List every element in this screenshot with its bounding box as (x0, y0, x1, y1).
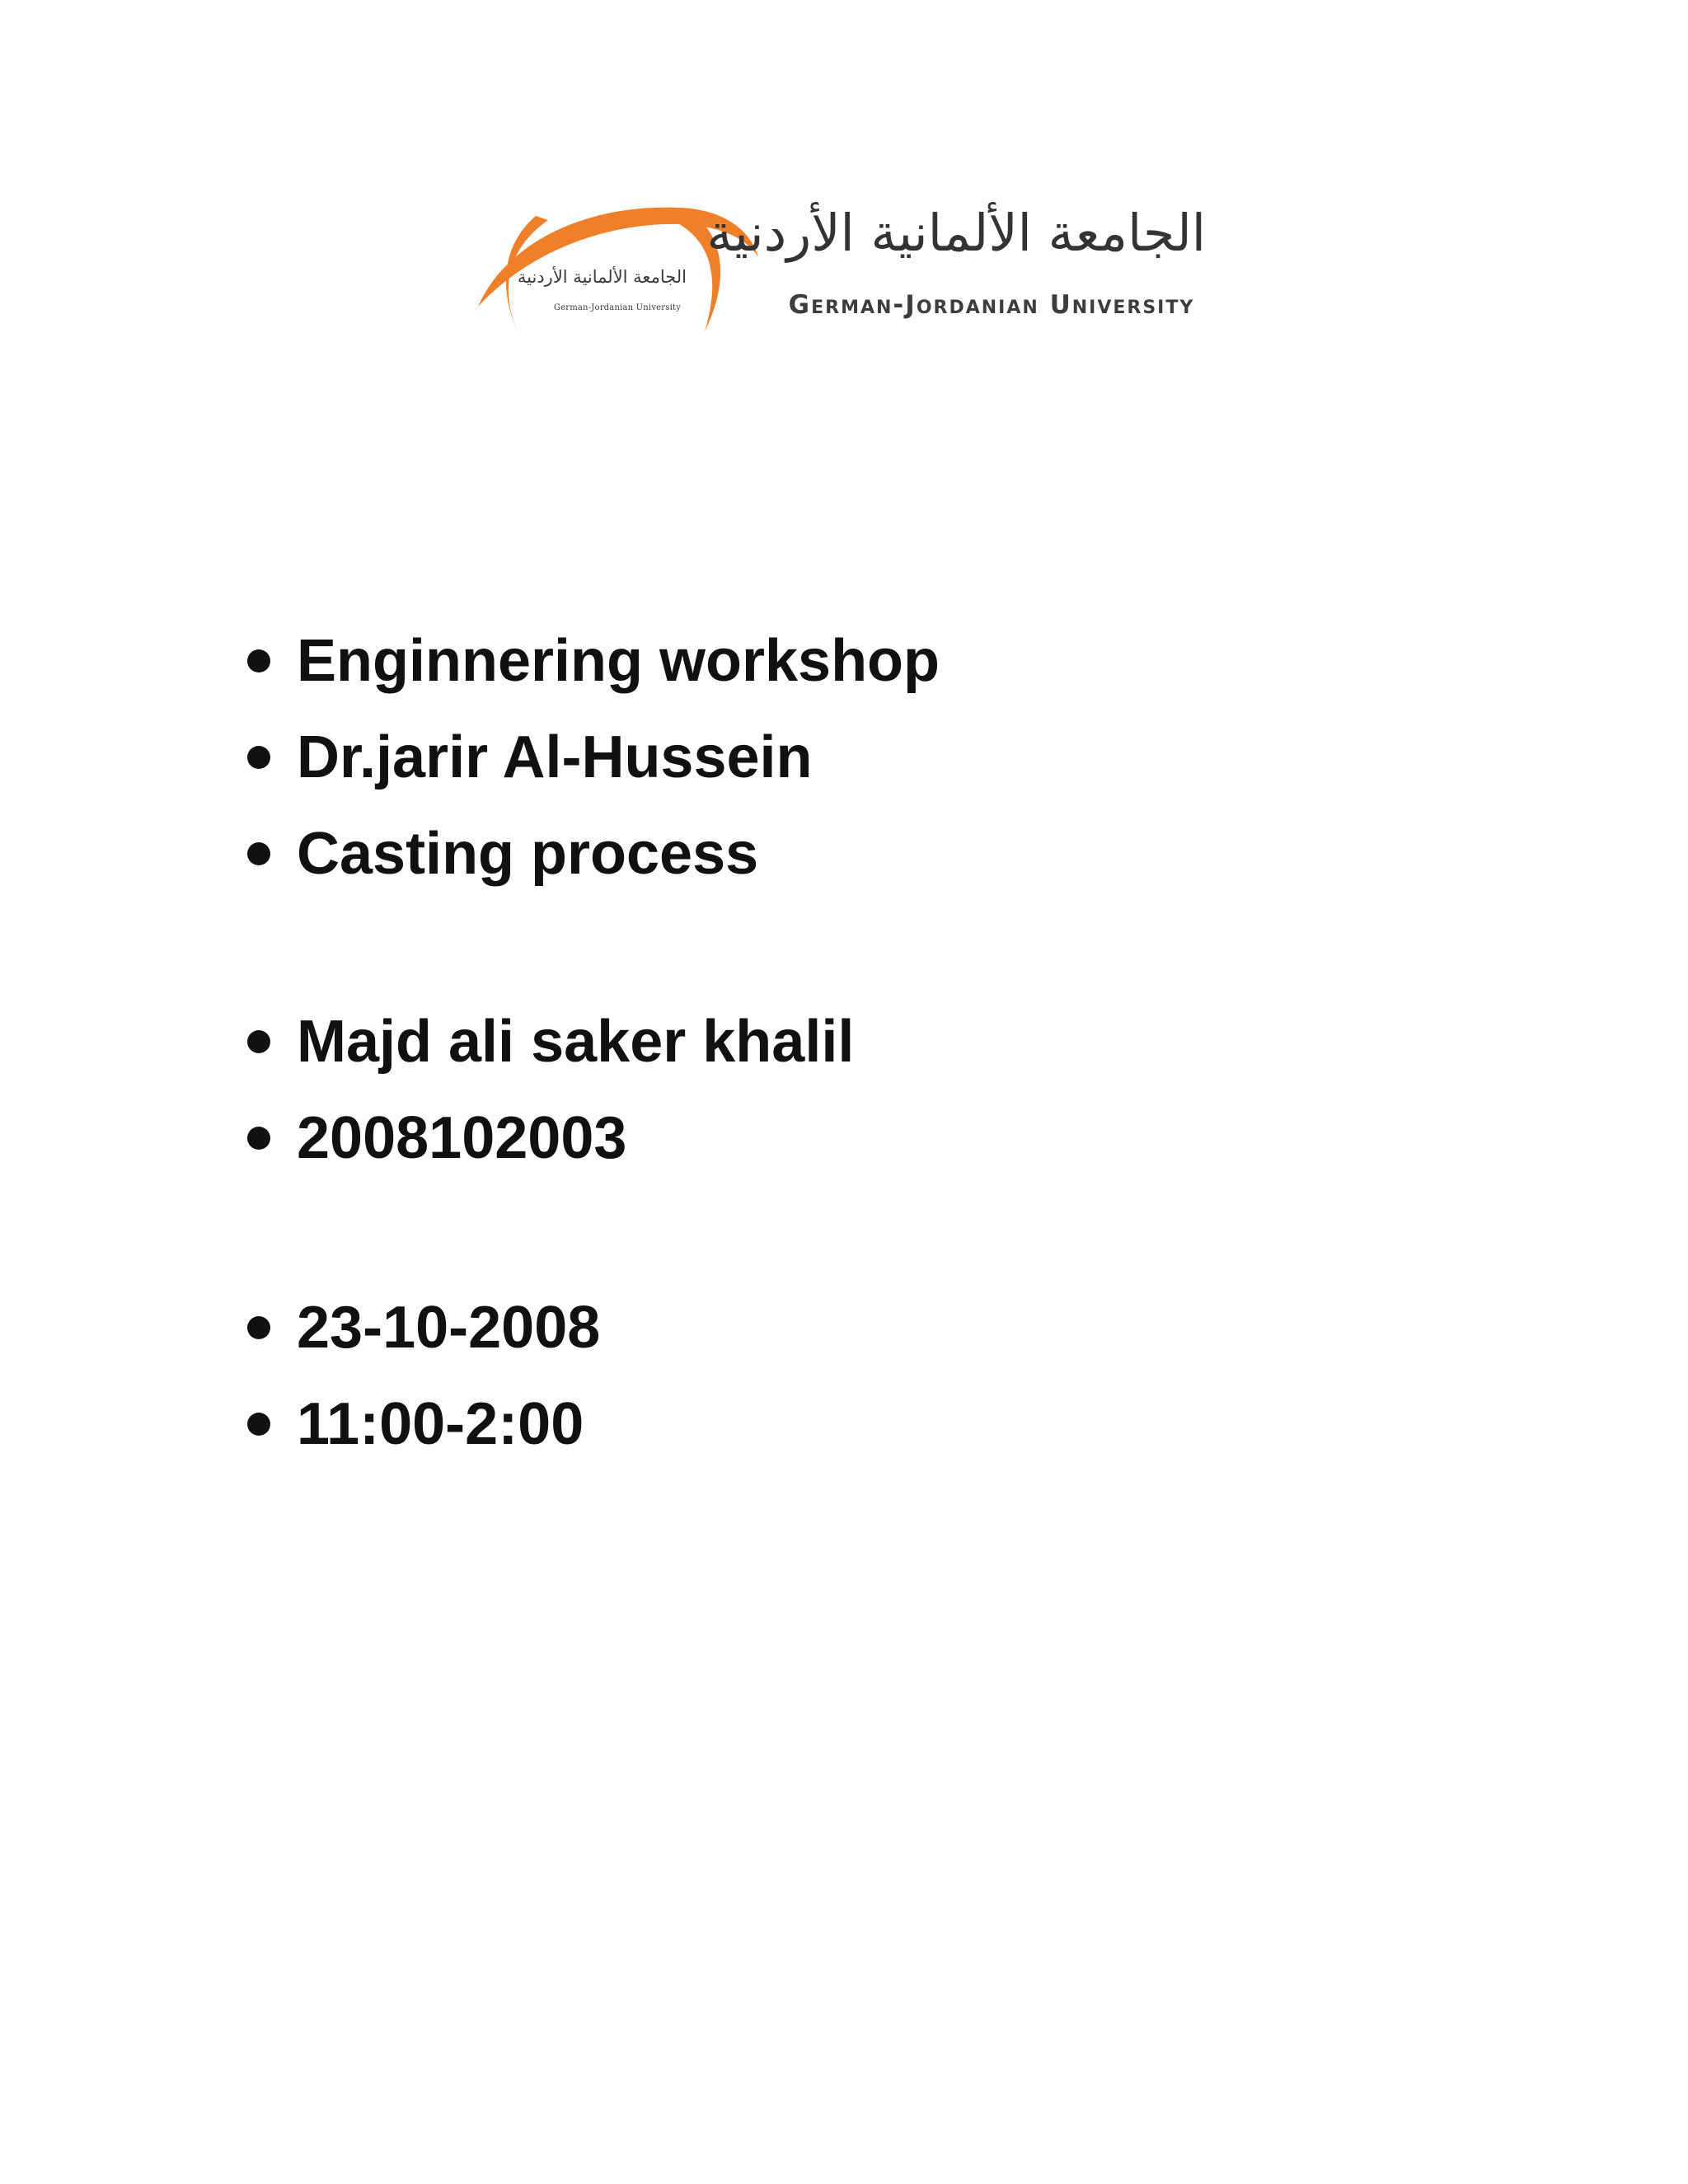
bullet-icon (247, 1030, 270, 1053)
list-item (247, 1291, 600, 1365)
list-item (247, 720, 813, 794)
bullet-icon (247, 1127, 270, 1150)
bullet-icon (247, 1316, 270, 1339)
instructor-name: Dr.jarir Al-Hussein (297, 724, 813, 790)
bullet-icon (247, 842, 270, 865)
student-id: 2008102003 (297, 1105, 627, 1171)
list-item (247, 817, 758, 891)
logo-arabic-name: الجامعة الألمانية الأردنية (706, 203, 1206, 263)
date: 23-10-2008 (297, 1295, 601, 1361)
time: 11:00-2:00 (297, 1391, 584, 1457)
emblem-arabic-text: الجامعة الألمانية الأردنية (517, 267, 687, 287)
topic: Casting process (297, 821, 759, 887)
student-name: Majd ali saker khalil (297, 1009, 855, 1075)
logo-english-name: German-Jordanian University (788, 290, 1195, 320)
list-item (247, 624, 940, 698)
bullet-list (247, 0, 1484, 2184)
bullet-icon (247, 746, 270, 769)
course-title: Enginnering workshop (297, 628, 940, 694)
emblem-english-text: German-Jordanian University (553, 303, 682, 312)
list-item (247, 1005, 854, 1079)
list-item (247, 1387, 584, 1461)
bullet-icon (247, 1413, 270, 1436)
list-item (247, 1101, 626, 1175)
bullet-icon (247, 649, 270, 673)
